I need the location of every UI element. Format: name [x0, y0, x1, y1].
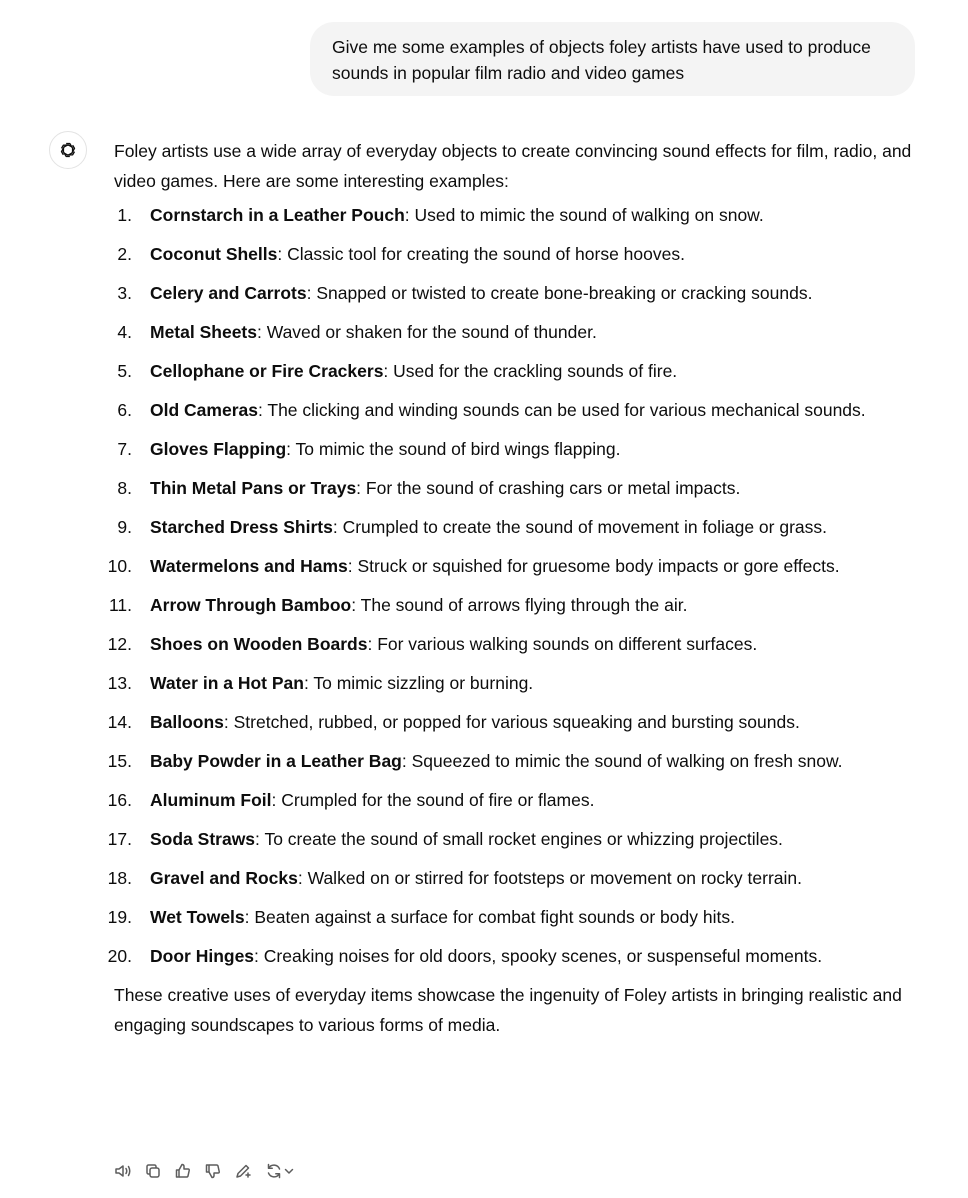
thumbs-down-icon — [204, 1162, 222, 1180]
list-item-description: : For various walking sounds on different surfaces. — [367, 634, 758, 654]
list-item-number: 20. — [107, 946, 132, 966]
list-item — [114, 395, 919, 425]
examples-list — [107, 200, 919, 971]
list-item-description: : Used for the crackling sounds of fire. — [383, 361, 678, 381]
list-item-number: 14. — [107, 712, 132, 732]
list-item-description: : Squeezed to mimic the sound of walking on fresh snow. — [401, 751, 843, 771]
list-item-description: : Crumpled to create the sound of movement in foliage or grass. — [332, 517, 828, 537]
list-item-title: Baby Powder in a Leather Bag — [150, 751, 402, 771]
copy-button[interactable] — [144, 1162, 162, 1180]
list-item-title: Gloves Flapping — [150, 439, 287, 459]
list-item — [107, 941, 919, 971]
message-actions-bar — [114, 1160, 296, 1182]
list-item-title: Wet Towels — [150, 907, 245, 927]
list-item-description: : To create the sound of small rocket engines or whizzing projectiles. — [255, 829, 783, 849]
list-item-number: 11. — [108, 595, 132, 615]
list-item — [108, 590, 919, 620]
list-item-description: : The clicking and winding sounds can be used for various mechanical sounds. — [257, 400, 866, 420]
list-item-title: Aluminum Foil — [150, 790, 272, 810]
list-item-number: 19. — [107, 907, 132, 927]
list-item-number: 7. — [117, 439, 132, 459]
list-item-number: 2. — [117, 244, 132, 264]
list-item-title: Metal Sheets — [150, 322, 257, 342]
list-item-title: Balloons — [150, 712, 224, 732]
list-item-title: Cornstarch in a Leather Pouch — [150, 205, 405, 225]
list-item-title: Celery and Carrots — [150, 283, 307, 303]
list-item — [107, 629, 919, 659]
edit-sparkle-icon — [234, 1162, 252, 1180]
list-item — [114, 278, 919, 308]
list-item-number: 8. — [117, 478, 132, 498]
list-item-number: 15. — [107, 751, 132, 771]
list-item-title: Watermelons and Hams — [150, 556, 348, 576]
list-item-number: 5. — [117, 361, 132, 381]
list-item-title: Arrow Through Bamboo — [150, 595, 352, 615]
list-item-description: : Creaking noises for old doors, spooky scenes, or suspenseful moments. — [254, 946, 823, 966]
list-item-title: Starched Dress Shirts — [150, 517, 333, 537]
list-item-number: 1. — [117, 205, 132, 225]
list-item-description: : Waved or shaken for the sound of thunder. — [256, 322, 597, 342]
list-item-number: 16. — [107, 790, 132, 810]
list-item — [107, 902, 919, 932]
assistant-outro: These creative uses of everyday items showcase the ingenuity of Foley artists in bringing realistic and engaging soundscapes to various forms of media. — [114, 985, 902, 1035]
list-item — [114, 239, 919, 269]
list-item-title: Coconut Shells — [150, 244, 278, 264]
list-item-description: : Used to mimic the sound of walking on snow. — [404, 205, 764, 225]
list-item-title: Gravel and Rocks — [150, 868, 298, 888]
list-item-description: : Snapped or twisted to create bone-breaking or cracking sounds. — [306, 283, 813, 303]
bad-response-button[interactable] — [204, 1162, 222, 1180]
good-response-button[interactable] — [174, 1162, 192, 1180]
list-item-title: Shoes on Wooden Boards — [150, 634, 368, 654]
list-item — [107, 668, 919, 698]
openai-logo-icon — [57, 139, 79, 161]
list-item — [107, 746, 919, 776]
list-item-number: 9. — [117, 517, 132, 537]
list-item — [107, 785, 919, 815]
list-item — [107, 824, 919, 854]
list-item — [114, 356, 919, 386]
list-item-number: 4. — [117, 322, 132, 342]
list-item-number: 12. — [107, 634, 132, 654]
list-item-number: 13. — [107, 673, 132, 693]
list-item-description: : Classic tool for creating the sound of horse hooves. — [277, 244, 685, 264]
list-item-title: Old Cameras — [150, 400, 258, 420]
list-item-title: Door Hinges — [150, 946, 255, 966]
list-item-number: 18. — [107, 868, 132, 888]
list-item — [107, 551, 919, 581]
list-item — [114, 512, 919, 542]
read-aloud-button[interactable] — [114, 1162, 132, 1180]
list-item-description: : To mimic sizzling or burning. — [303, 673, 534, 693]
list-item-description: : Stretched, rubbed, or popped for various squeaking and bursting sounds. — [223, 712, 800, 732]
assistant-message — [107, 136, 919, 1040]
assistant-intro: Foley artists use a wide array of everyday objects to create convincing sound effects for film, radio, and video games. Here are some interesting examples: — [114, 141, 912, 191]
user-message-text: Give me some examples of objects foley artists have used to produce sounds in popular film radio and video games — [332, 37, 871, 83]
list-item-description: : Crumpled for the sound of fire or flames. — [271, 790, 595, 810]
regenerate-icon — [265, 1162, 283, 1180]
list-item-title: Cellophane or Fire Crackers — [150, 361, 384, 381]
list-item-description: : Struck or squished for gruesome body impacts or gore effects. — [347, 556, 840, 576]
copy-icon — [144, 1162, 162, 1180]
assistant-avatar — [49, 131, 87, 169]
list-item — [114, 317, 919, 347]
list-item-title: Water in a Hot Pan — [150, 673, 304, 693]
speaker-icon — [114, 1162, 132, 1180]
list-item-title: Thin Metal Pans or Trays — [150, 478, 357, 498]
list-item-number: 3. — [117, 283, 132, 303]
list-item — [114, 473, 919, 503]
chevron-down-icon — [283, 1165, 295, 1177]
list-item-number: 6. — [117, 400, 132, 420]
regenerate-button[interactable] — [264, 1162, 296, 1180]
list-item — [114, 434, 919, 464]
thumbs-up-icon — [174, 1162, 192, 1180]
list-item-number: 17. — [107, 829, 132, 849]
list-item-description: : Walked on or stirred for footsteps or movement on rocky terrain. — [297, 868, 802, 888]
list-item-description: : To mimic the sound of bird wings flapping. — [286, 439, 621, 459]
list-item — [114, 200, 919, 230]
list-item — [107, 707, 919, 737]
list-item-number: 10. — [107, 556, 132, 576]
list-item-title: Soda Straws — [150, 829, 256, 849]
edit-in-canvas-button[interactable] — [234, 1162, 252, 1180]
list-item — [107, 863, 919, 893]
list-item-description: : The sound of arrows flying through the air. — [351, 595, 688, 615]
list-item-description: : Beaten against a surface for combat fight sounds or body hits. — [244, 907, 735, 927]
user-message-bubble — [310, 22, 915, 96]
list-item-description: : For the sound of crashing cars or metal impacts. — [356, 478, 741, 498]
